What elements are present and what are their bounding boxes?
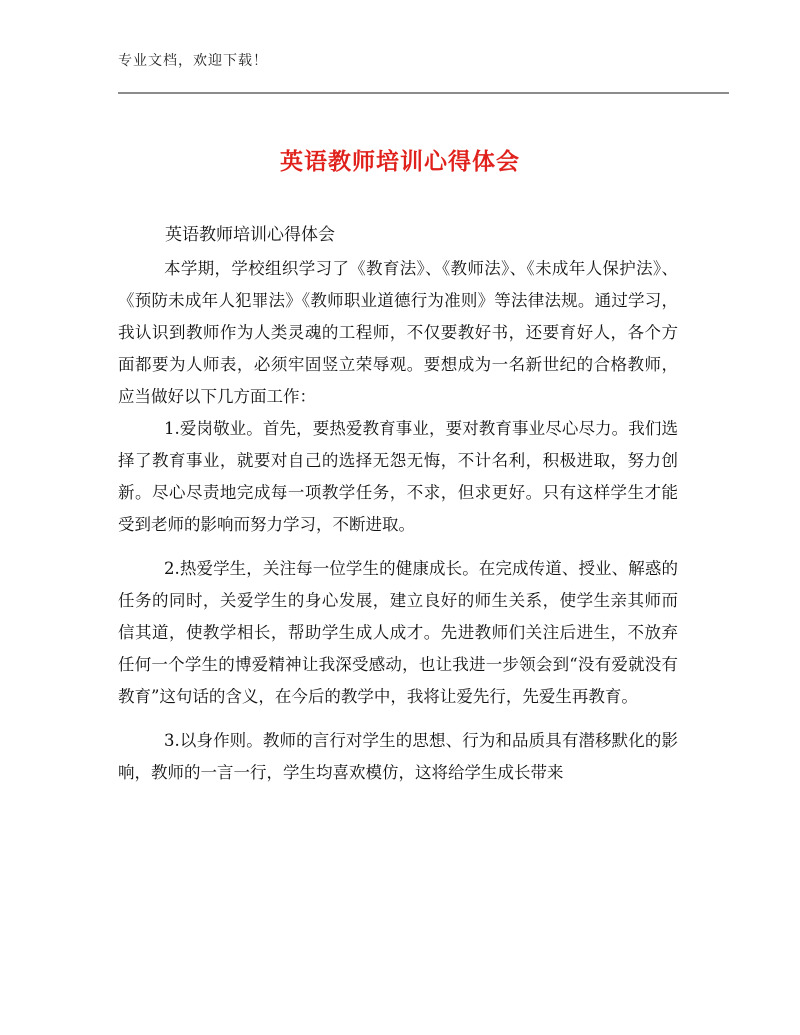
header-text: 专业文档，欢迎下载！ [118,53,268,69]
paragraph-point-1: 1.爱岗敬业。首先，要热爱教育事业，要对教育事业尽心尽力。我们选择了教育事业，就要对自己的选择无怨无悔，不计名利，积极进取，努力创新。尽心尽责地完成每一项教学任务，不求，但求更好。只有这样学生才能受到老师的影响而努力学习，不断进取。 [118,419,678,534]
document-title: 英语教师培训心得体会 [280,149,520,175]
document-body [118,253,678,789]
header-divider [118,92,729,94]
paragraph-point-3: 3.以身作则。教师的言行对学生的思想、行为和品质具有潜移默化的影响，教师的一言一行，学生均喜欢模仿，这将给学生成长带来 [118,731,678,782]
paragraph-intro: 本学期，学校组织学习了《教育法》、《教师法》、《未成年人保护法》、《预防未成年人犯罪法》《教师职业道德行为准则》等法律法规。通过学习，我认识到教师作为人类灵魂的工程师，不仅要教好书，还要育好人，各个方面都要为人师表，必须牢固竖立荣辱观。要想成为一名新世纪的合格教师，应当做好以下几方面工作： [118,259,678,406]
document-subheading: 英语教师培训心得体会 [165,225,335,245]
paragraph-point-2: 2.热爱学生，关注每一位学生的健康成长。在完成传道、授业、解惑的任务的同时，关爱学生的身心发展，建立良好的师生关系，使学生亲其师而信其道，使教学相长，帮助学生成人成才。先进教师们关注后进生，不放弃任何一个学生的博爱精神让我深受感动，也让我进一步领会到“没有爱就没有教育”这句话的含义，在今后的教学中，我将让爱先行，先爱生再教育。 [118,559,678,706]
